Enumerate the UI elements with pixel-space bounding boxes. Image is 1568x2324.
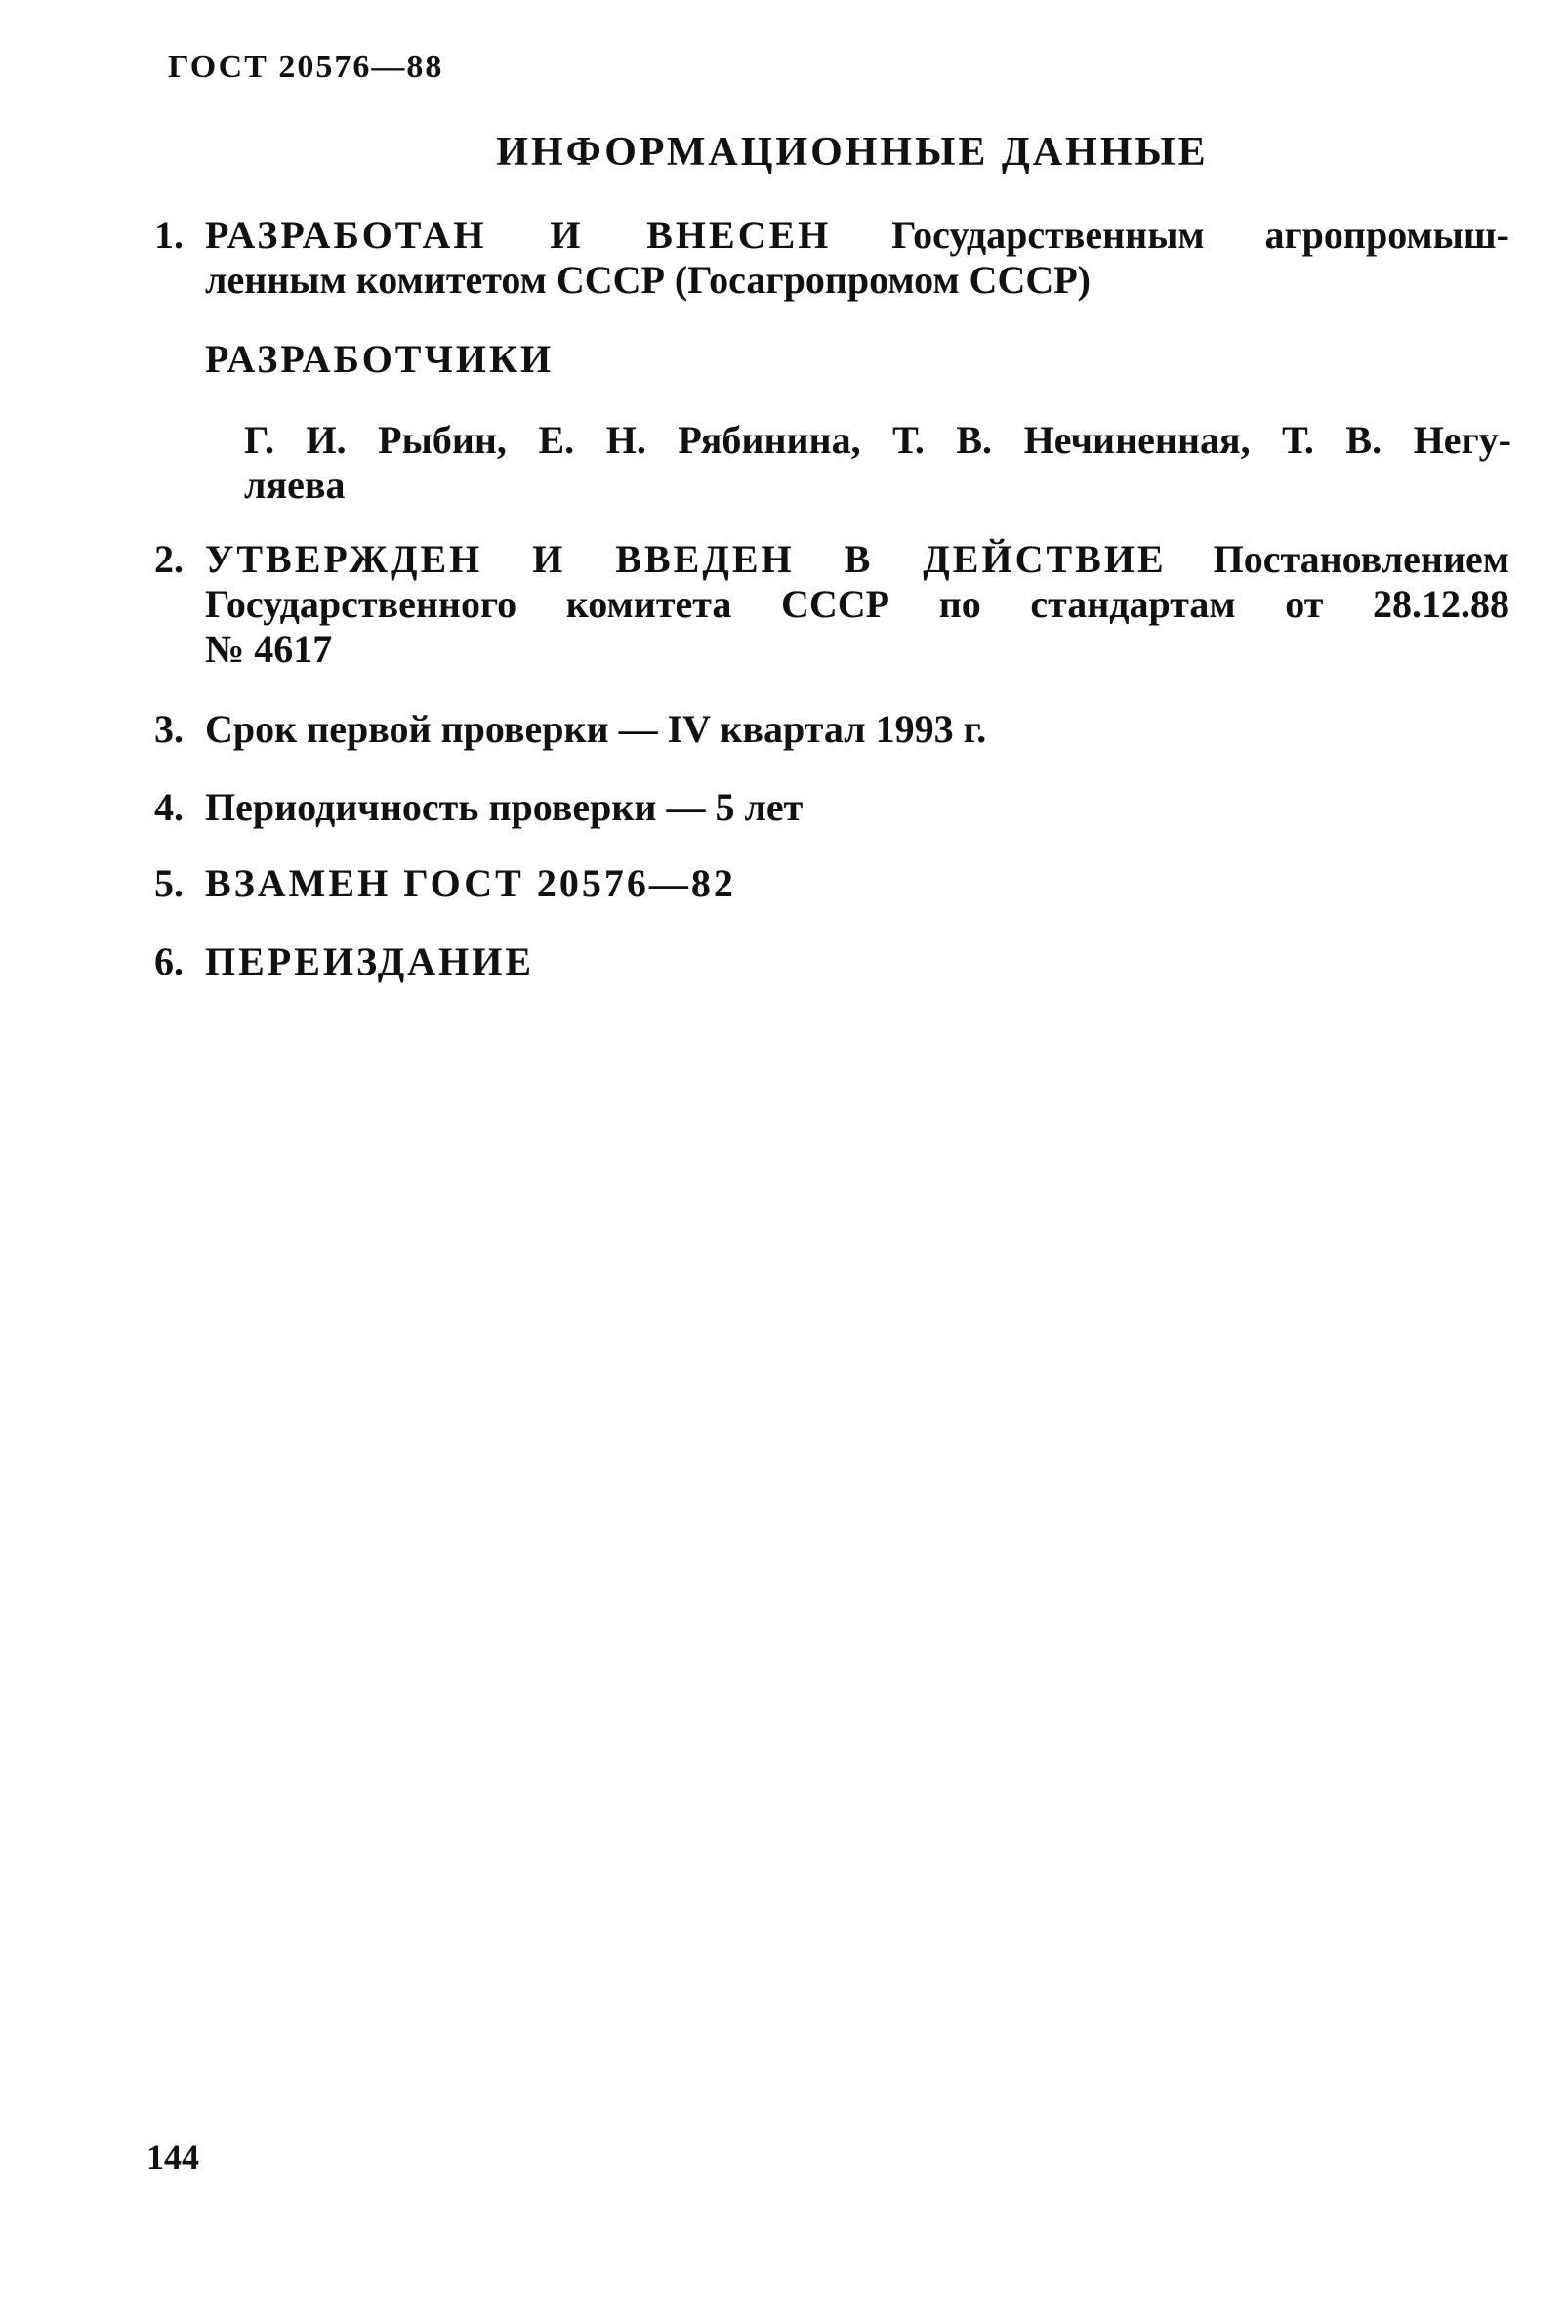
item-4-text: Периодичность проверки — 5 лет (205, 785, 804, 829)
info-item-4 (154, 785, 1511, 830)
page-number: 144 (146, 2137, 199, 2177)
page-title: ИНФОРМАЦИОННЫЕ ДАННЫЕ (496, 130, 1209, 175)
item-2-lead: УТВЕРЖДЕН И ВВЕДЕН В ДЕЙСТВИЕ (205, 537, 1167, 581)
item-number: 3. (154, 707, 184, 751)
developers-line-2: ляева (244, 463, 346, 507)
item-2-line-1-rest: Постановлением (1166, 537, 1510, 581)
info-item-2 (154, 537, 1511, 672)
item-6-text: ПЕРЕИЗДАНИЕ (205, 939, 535, 983)
item-1-line-1-rest: Государственным агропромыш- (831, 213, 1509, 257)
info-item-1 (154, 213, 1511, 303)
developers-list (244, 418, 1511, 508)
item-2-line-1 (205, 537, 1509, 582)
item-3-text: Срок первой проверки — IV квартал 1993 г. (205, 707, 987, 751)
item-number: 2. (154, 537, 184, 581)
item-number: 1. (154, 213, 184, 257)
info-item-6 (154, 939, 1511, 984)
info-item-3 (154, 707, 1511, 752)
developers-line-1: Г. И. Рыбин, Е. Н. Рябинина, Т. В. Нечиненная, Т. В. Негу- (244, 418, 1511, 462)
item-1-lead: РАЗРАБОТАН И ВНЕСЕН (205, 213, 832, 257)
item-number: 5. (154, 861, 184, 905)
item-1-line-2: ленным комитетом СССР (Госагропромом СССР) (205, 258, 1091, 302)
developers-heading: РАЗРАБОТЧИКИ (205, 337, 555, 381)
document-code: ГОСТ 20576—88 (168, 49, 444, 85)
item-number: 6. (154, 939, 184, 983)
item-5-text: ВЗАМЕН ГОСТ 20576—82 (205, 861, 736, 905)
item-2-line-3: № 4617 (205, 627, 333, 671)
item-2-line-2: Государственного комитета СССР по стандартам от 28.12.88 (205, 582, 1509, 626)
info-item-5 (154, 861, 1511, 906)
item-number: 4. (154, 785, 184, 829)
item-1-line-1 (205, 213, 1509, 258)
